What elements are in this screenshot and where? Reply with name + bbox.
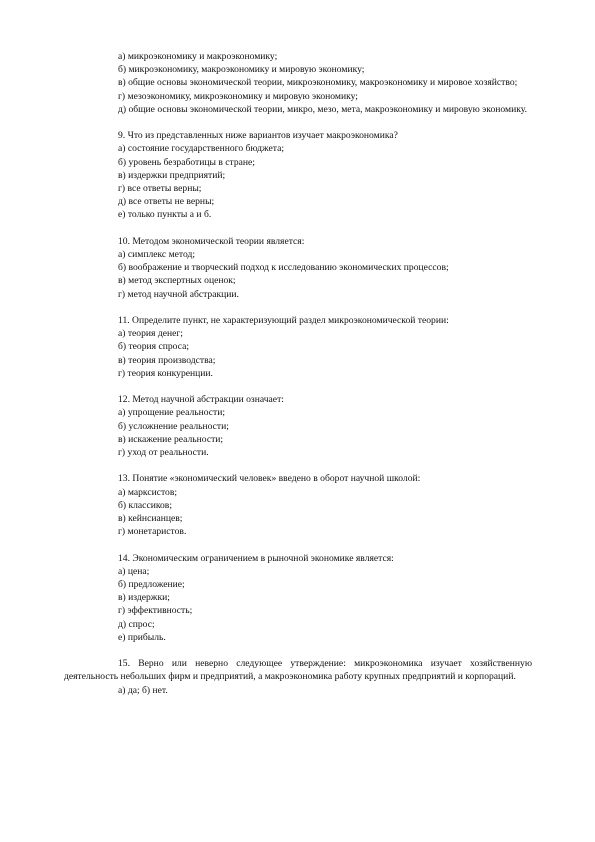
question-title: 13. Понятие «экономический человек» введено в оборот научной школой: — [118, 473, 421, 485]
option-line: г) эффективность; — [118, 605, 193, 617]
option-line: д) все ответы не верны; — [118, 196, 215, 208]
option-line: а) симплекс метод; — [118, 249, 196, 261]
question-15 — [64, 657, 532, 697]
option-line: б) теория спроса; — [118, 341, 189, 353]
question-title: 9. Что из представленных ниже вариантов изучает макроэкономика? — [118, 130, 398, 142]
option-line: в) издержки предприятий; — [118, 169, 226, 181]
answer-line: а) да; б) нет. — [118, 684, 168, 696]
option-line: в) издержки; — [118, 592, 170, 604]
option-line: б) воображение и творческий подход к исследованию экономических процессов; — [118, 262, 449, 274]
question-title: 15. Верно или неверно следующее утверждение: микроэкономика изучает хозяйственную деятельность небольших фирм и предприятий, а макроэкономика работу крупных предприятий и корпораций. — [64, 658, 532, 683]
question-title: 14. Экономическим ограничением в рыночной экономике является: — [118, 552, 394, 564]
question-title: 12. Метод научной абстракции означает: — [118, 394, 284, 406]
option-line: б) предложение; — [118, 579, 185, 591]
question-9 — [118, 129, 532, 221]
option-line: д) общие основы экономической теории, микро, мезо, мета, макроэкономику и мировую экономику. — [118, 103, 527, 115]
option-line: б) классиков; — [118, 499, 172, 511]
option-line: а) упрощение реальности; — [118, 407, 226, 419]
question-title: 10. Методом экономической теории является: — [118, 235, 305, 247]
question-title: 11. Определите пункт, не характеризующий раздел микроэкономической теории: — [118, 315, 449, 327]
option-line: д) спрос; — [118, 618, 155, 630]
option-line: в) кейнсианцев; — [118, 513, 183, 525]
option-line: а) состояние государственного бюджета; — [118, 143, 284, 155]
option-line: б) уровень безработицы в стране; — [118, 156, 255, 168]
option-line: б) усложнение реальности; — [118, 420, 229, 432]
option-line: в) общие основы экономической теории, микроэкономику, макроэкономику и мировое хозяйство; — [118, 77, 518, 89]
option-line: г) мезоэкономику, микроэкономику и мировую экономику; — [118, 90, 358, 102]
option-line: г) уход от реальности. — [118, 447, 209, 459]
document-content — [64, 50, 532, 697]
question-11 — [118, 314, 532, 380]
option-line: в) теория производства; — [118, 354, 216, 366]
option-line: г) теория конкуренции. — [118, 367, 213, 379]
option-line: а) теория денег; — [118, 328, 183, 340]
option-line: г) метод научной абстракции. — [118, 288, 239, 300]
question-10 — [118, 235, 532, 301]
option-line: в) метод экспертных оценок; — [118, 275, 236, 287]
question-14 — [118, 552, 532, 644]
option-line: е) только пункты а и б. — [118, 209, 212, 221]
option-line: е) прибыль. — [118, 631, 166, 643]
option-line: б) микроэкономику, макроэкономику и мировую экономику; — [118, 64, 365, 76]
option-line: г) все ответы верны; — [118, 183, 202, 195]
option-line: а) микроэкономику и макроэкономику; — [118, 51, 278, 62]
option-line: г) монетаристов. — [118, 526, 187, 538]
option-line: в) искажение реальности; — [118, 433, 224, 445]
option-line: а) цена; — [118, 565, 150, 577]
intro-options — [118, 50, 532, 116]
question-12 — [118, 393, 532, 459]
question-13 — [118, 472, 532, 538]
option-line: а) марксистов; — [118, 486, 178, 498]
